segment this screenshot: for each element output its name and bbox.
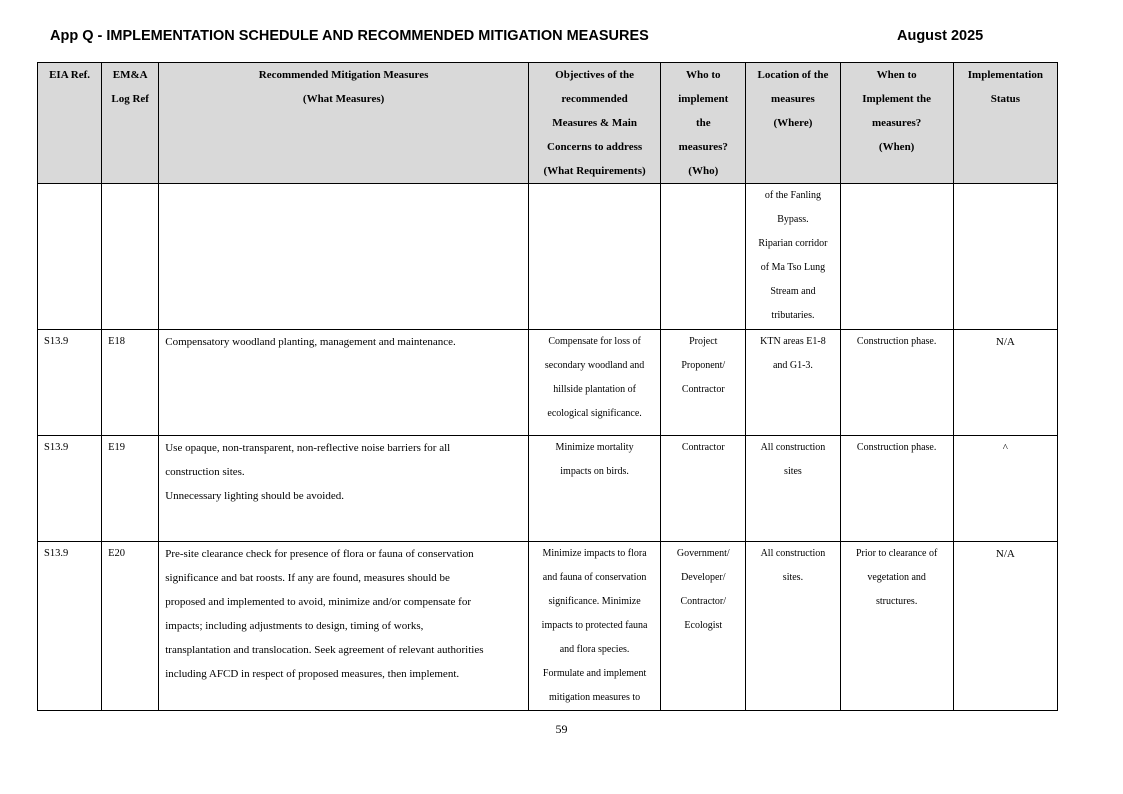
cell-who: Government/ Developer/ Contractor/ Ecologist <box>661 542 746 711</box>
cell-eia-ref: S13.9 <box>38 330 102 436</box>
cell-when: Construction phase. <box>840 436 953 542</box>
cell-log-ref: E18 <box>102 330 159 436</box>
cell-location: All construction sites <box>746 436 840 542</box>
header-eia-ref: EIA Ref. <box>38 63 102 184</box>
cell-log-ref: E19 <box>102 436 159 542</box>
cell-eia-ref <box>38 184 102 330</box>
cell-status: N/A <box>953 542 1057 711</box>
cell-status: ^ <box>953 436 1057 542</box>
cell-who: Project Proponent/ Contractor <box>661 330 746 436</box>
page-number: 59 <box>555 722 568 736</box>
cell-measures: Compensatory woodland planting, management and maintenance. <box>159 330 529 436</box>
cell-who <box>661 184 746 330</box>
header-location: Location of the measures (Where) <box>746 63 840 184</box>
implementation-schedule-table <box>37 62 1058 711</box>
cell-location: All construction sites. <box>746 542 840 711</box>
cell-objectives <box>528 184 660 330</box>
header-who: Who to implement the measures? (Who) <box>661 63 746 184</box>
header-objectives: Objectives of the recommended Measures & Main Concerns to address (What Requirements) <box>528 63 660 184</box>
cell-when: Prior to clearance of vegetation and structures. <box>840 542 953 711</box>
document-title: App Q - IMPLEMENTATION SCHEDULE AND RECOMMENDED MITIGATION MEASURES <box>50 28 649 44</box>
cell-when <box>840 184 953 330</box>
cell-location: of the Fanling Bypass. Riparian corridor of Ma Tso Lung Stream and tributaries. <box>746 184 840 330</box>
cell-log-ref: E20 <box>102 542 159 711</box>
cell-when: Construction phase. <box>840 330 953 436</box>
table-row <box>38 184 1058 330</box>
header-when: When to Implement the measures? (When) <box>840 63 953 184</box>
cell-status <box>953 184 1057 330</box>
cell-location: KTN areas E1-8 and G1-3. <box>746 330 840 436</box>
cell-objectives: Compensate for loss of secondary woodland and hillside plantation of ecological significance. <box>528 330 660 436</box>
cell-measures: Pre-site clearance check for presence of flora or fauna of conservation significance and bat roosts. If any are found, measures should be proposed and implemented to avoid, minimize and/or compensate for impacts; including adjustments to design, timing of works, transplantation and translocation. Seek agreement of relevant authorities including AFCD in respect of proposed measures, then implement. <box>159 542 529 711</box>
cell-measures <box>159 184 529 330</box>
document-date: August 2025 <box>897 28 984 44</box>
cell-eia-ref: S13.9 <box>38 542 102 711</box>
table-row <box>38 542 1058 711</box>
table-row <box>38 330 1058 436</box>
cell-measures: Use opaque, non-transparent, non-reflective noise barriers for all construction sites. Unnecessary lighting should be avoided. <box>159 436 529 542</box>
table-header-row <box>38 63 1058 184</box>
cell-objectives: Minimize mortality impacts on birds. <box>528 436 660 542</box>
header-measures: Recommended Mitigation Measures (What Measures) <box>159 63 529 184</box>
header-status: Implementation Status <box>953 63 1057 184</box>
table-row <box>38 436 1058 542</box>
cell-who: Contractor <box>661 436 746 542</box>
cell-objectives: Minimize impacts to flora and fauna of conservation significance. Minimize impacts to protected fauna and flora species. Formulate and implement mitigation measures to <box>528 542 660 711</box>
header-ema-log-ref: EM&A Log Ref <box>102 63 159 184</box>
cell-status: N/A <box>953 330 1057 436</box>
cell-log-ref <box>102 184 159 330</box>
cell-eia-ref: S13.9 <box>38 436 102 542</box>
